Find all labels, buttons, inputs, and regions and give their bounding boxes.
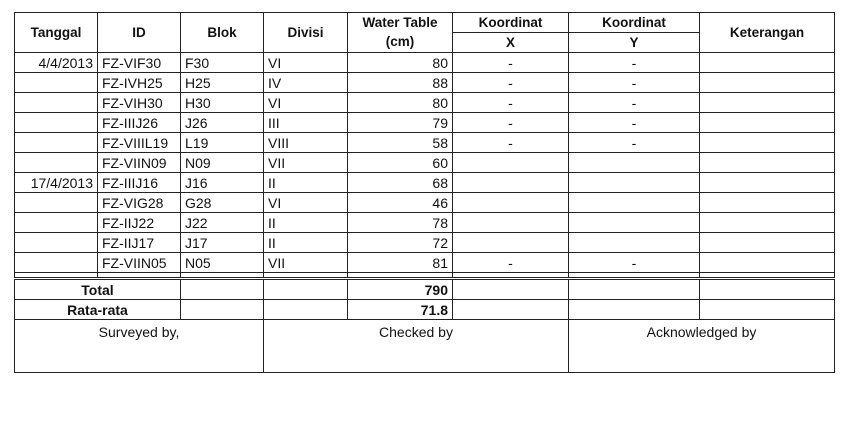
table-row: [15, 133, 835, 153]
cell-keterangan: [700, 173, 835, 193]
cell-water-table: 88: [348, 73, 453, 93]
cell-water-table: 46: [348, 193, 453, 213]
table-row: [15, 53, 835, 73]
cell-koordinat-y: -: [569, 253, 700, 273]
header-koordinat-y: Koordinat: [569, 13, 700, 33]
cell-keterangan: [700, 53, 835, 73]
cell-tanggal: [15, 153, 98, 173]
cell-id: FZ-IIIJ26: [98, 113, 181, 133]
acknowledged-by-label: Acknowledged by: [569, 320, 835, 345]
survey-table: [14, 12, 835, 373]
cell-koordinat-y: [569, 233, 700, 253]
cell-tanggal: [15, 213, 98, 233]
cell-tanggal: [15, 133, 98, 153]
cell-id: FZ-VIF30: [98, 53, 181, 73]
total-blank-x: [453, 279, 569, 300]
average-blank-y: [569, 300, 700, 320]
cell-id: FZ-VIIN05: [98, 253, 181, 273]
header-row-top: [15, 13, 835, 33]
header-id: ID: [98, 13, 181, 53]
cell-water-table: 81: [348, 253, 453, 273]
table-row: [15, 233, 835, 253]
cell-blok: L19: [181, 133, 264, 153]
table-row: [15, 153, 835, 173]
total-blank-y: [569, 279, 700, 300]
cell-divisi: II: [264, 213, 348, 233]
cell-koordinat-y: -: [569, 113, 700, 133]
cell-koordinat-x: [453, 213, 569, 233]
cell-blok: J16: [181, 173, 264, 193]
cell-koordinat-y: [569, 213, 700, 233]
cell-tanggal: [15, 93, 98, 113]
surveyed-by-label: Surveyed by,: [15, 320, 264, 345]
cell-blok: J17: [181, 233, 264, 253]
table-row: [15, 113, 835, 133]
cell-keterangan: [700, 153, 835, 173]
cell-divisi: VI: [264, 53, 348, 73]
cell-id: FZ-IIIJ16: [98, 173, 181, 193]
cell-divisi: II: [264, 233, 348, 253]
cell-koordinat-x: [453, 193, 569, 213]
header-koordinat-y-sub: Y: [569, 33, 700, 53]
cell-water-table: 79: [348, 113, 453, 133]
cell-water-table: 58: [348, 133, 453, 153]
header-koordinat-x-sub: X: [453, 33, 569, 53]
surveyed-signature-space: [15, 344, 264, 373]
cell-water-table: 60: [348, 153, 453, 173]
cell-blok: G28: [181, 193, 264, 213]
cell-water-table: 72: [348, 233, 453, 253]
cell-divisi: VI: [264, 93, 348, 113]
cell-divisi: VII: [264, 253, 348, 273]
cell-blok: H25: [181, 73, 264, 93]
cell-keterangan: [700, 93, 835, 113]
average-blank-blok: [181, 300, 264, 320]
cell-blok: H30: [181, 93, 264, 113]
cell-divisi: VII: [264, 153, 348, 173]
header-keterangan: Keterangan: [700, 13, 835, 53]
cell-keterangan: [700, 193, 835, 213]
signature-row: [15, 320, 835, 345]
cell-keterangan: [700, 213, 835, 233]
cell-id: FZ-IVH25: [98, 73, 181, 93]
cell-koordinat-y: -: [569, 93, 700, 113]
cell-koordinat-x: [453, 173, 569, 193]
cell-water-table: 80: [348, 93, 453, 113]
header-koordinat-x: Koordinat: [453, 13, 569, 33]
average-blank-divisi: [264, 300, 348, 320]
table-body: [15, 53, 835, 373]
cell-water-table: 68: [348, 173, 453, 193]
cell-divisi: VI: [264, 193, 348, 213]
cell-water-table: 80: [348, 53, 453, 73]
average-row: [15, 300, 835, 320]
total-blank-divisi: [264, 279, 348, 300]
cell-koordinat-y: [569, 193, 700, 213]
table-row: [15, 213, 835, 233]
cell-koordinat-x: -: [453, 133, 569, 153]
checked-by-label: Checked by: [264, 320, 569, 345]
cell-keterangan: [700, 233, 835, 253]
table-row: [15, 253, 835, 273]
average-label: Rata-rata: [15, 300, 181, 320]
cell-tanggal: [15, 193, 98, 213]
cell-tanggal: 17/4/2013: [15, 173, 98, 193]
cell-keterangan: [700, 133, 835, 153]
acknowledged-signature-space: [569, 344, 835, 373]
cell-tanggal: [15, 73, 98, 93]
cell-tanggal: [15, 253, 98, 273]
checked-signature-space: [264, 344, 569, 373]
cell-divisi: IV: [264, 73, 348, 93]
table-row: [15, 193, 835, 213]
table-row: [15, 73, 835, 93]
cell-koordinat-x: -: [453, 73, 569, 93]
cell-keterangan: [700, 253, 835, 273]
cell-koordinat-y: -: [569, 53, 700, 73]
average-blank-x: [453, 300, 569, 320]
cell-koordinat-x: -: [453, 253, 569, 273]
water-table-survey-sheet: [14, 12, 834, 373]
cell-tanggal: [15, 113, 98, 133]
cell-koordinat-x: -: [453, 53, 569, 73]
total-blank-keterangan: [700, 279, 835, 300]
header-tanggal: Tanggal: [15, 13, 98, 53]
cell-id: FZ-IIJ22: [98, 213, 181, 233]
header-water-table: Water Table: [348, 13, 453, 33]
cell-tanggal: 4/4/2013: [15, 53, 98, 73]
average-blank-keterangan: [700, 300, 835, 320]
cell-koordinat-x: -: [453, 93, 569, 113]
cell-koordinat-x: [453, 153, 569, 173]
cell-divisi: VIII: [264, 133, 348, 153]
header-blok: Blok: [181, 13, 264, 53]
cell-blok: J26: [181, 113, 264, 133]
cell-keterangan: [700, 73, 835, 93]
total-label: Total: [15, 279, 181, 300]
total-value: 790: [348, 279, 453, 300]
header-divisi: Divisi: [264, 13, 348, 53]
cell-blok: N05: [181, 253, 264, 273]
cell-blok: N09: [181, 153, 264, 173]
cell-koordinat-y: -: [569, 133, 700, 153]
cell-water-table: 78: [348, 213, 453, 233]
cell-koordinat-y: [569, 173, 700, 193]
cell-tanggal: [15, 233, 98, 253]
table-row: [15, 93, 835, 113]
cell-divisi: II: [264, 173, 348, 193]
cell-id: FZ-VIIN09: [98, 153, 181, 173]
cell-id: FZ-VIIIL19: [98, 133, 181, 153]
cell-koordinat-x: [453, 233, 569, 253]
total-blank-blok: [181, 279, 264, 300]
cell-koordinat-y: [569, 153, 700, 173]
signature-space-row: [15, 344, 835, 373]
cell-koordinat-y: -: [569, 73, 700, 93]
cell-id: FZ-VIG28: [98, 193, 181, 213]
table-row: [15, 173, 835, 193]
cell-id: FZ-VIH30: [98, 93, 181, 113]
cell-id: FZ-IIJ17: [98, 233, 181, 253]
header-water-table-unit: (cm): [348, 33, 453, 53]
average-value: 71.8: [348, 300, 453, 320]
total-row: [15, 279, 835, 300]
cell-koordinat-x: -: [453, 113, 569, 133]
cell-blok: F30: [181, 53, 264, 73]
cell-blok: J22: [181, 213, 264, 233]
cell-keterangan: [700, 113, 835, 133]
cell-divisi: III: [264, 113, 348, 133]
